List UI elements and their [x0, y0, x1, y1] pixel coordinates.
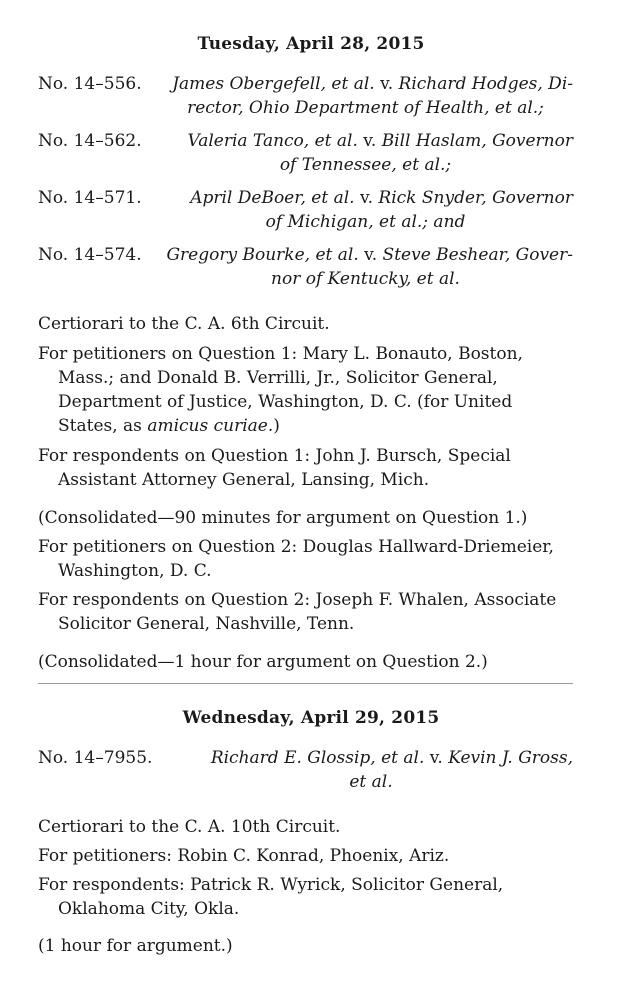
petitioners-paragraph: For petitioners: Robin C. Konrad, Phoenix, Ariz. — [38, 846, 450, 866]
wednesday-heading: Wednesday, April 29, 2015 — [182, 708, 440, 728]
case-caption — [169, 746, 573, 794]
versus: v. — [360, 188, 373, 208]
respondents-q2-paragraph: For respondents on Question 2: Joseph F. Whalen, Associate Solicitor General, Nashville, Tenn. — [38, 590, 557, 634]
petitioner-name: James Obergefell, et al. — [172, 74, 375, 94]
case-caption — [158, 186, 573, 234]
case-caption — [158, 129, 573, 177]
case-number: No. 14–574. — [38, 245, 142, 265]
consolidated-q1-note: (Consolidated—90 minutes for argument on Question 1.) — [38, 508, 528, 528]
case-entry — [38, 243, 573, 293]
case-number: No. 14–556. — [38, 74, 142, 94]
respondent-name: Rick Snyder, Governor — [378, 188, 573, 208]
petitioner-name: April DeBoer, et al. — [190, 188, 355, 208]
closing-paren: ) — [273, 416, 280, 436]
tuesday-heading: Tuesday, April 28, 2015 — [197, 34, 425, 54]
petitioner-name: Richard E. Glossip, et al. — [210, 748, 425, 768]
respondent-name: Richard Hodges, Di- — [398, 74, 573, 94]
respondents-q1-paragraph: For respondents on Question 1: John J. Bursch, Special Assistant Attorney General, Lansing, Mich. — [38, 446, 511, 490]
petitioners-q1-paragraph — [38, 342, 573, 438]
case-number: No. 14–7955. — [38, 748, 153, 768]
respondent-name: Bill Haslam, Governor — [381, 131, 573, 151]
caption-continuation: nor of Kentucky, et al. — [271, 269, 460, 289]
case-entry — [38, 72, 573, 122]
versus: v. — [364, 245, 378, 265]
respondent-name: Steve Beshear, Gover- — [382, 245, 573, 265]
petitioner-name: Valeria Tanco, et al. — [187, 131, 358, 151]
case-caption — [158, 72, 573, 120]
case-number: No. 14–571. — [38, 188, 142, 208]
case-entry — [38, 186, 573, 236]
section-divider — [38, 683, 573, 684]
caption-continuation: et al. — [349, 772, 393, 792]
case-caption — [158, 243, 573, 291]
petitioners-q2-paragraph: For petitioners on Question 2: Douglas Hallward-Driemeier, Washington, D. C. — [38, 537, 554, 581]
certiorari-line: Certiorari to the C. A. 10th Circuit. — [38, 817, 341, 837]
caption-continuation: of Tennessee, et al.; — [279, 155, 452, 175]
amicus-curiae-text: amicus curiae. — [147, 416, 274, 436]
respondents-paragraph: For respondents: Patrick R. Wyrick, Solicitor General, Oklahoma City, Okla. — [38, 875, 504, 919]
case-entry — [38, 746, 573, 796]
case-number: No. 14–562. — [38, 131, 142, 151]
case-entry — [38, 129, 573, 179]
petitioner-name: Gregory Bourke, et al. — [166, 245, 359, 265]
caption-continuation: of Michigan, et al.; and — [265, 212, 466, 232]
argument-time-note: (1 hour for argument.) — [38, 936, 233, 956]
versus: v. — [429, 748, 443, 768]
consolidated-q2-note: (Consolidated—1 hour for argument on Question 2.) — [38, 652, 488, 672]
certiorari-line: Certiorari to the C. A. 6th Circuit. — [38, 314, 330, 334]
caption-continuation: rector, Ohio Department of Health, et al.; — [187, 98, 544, 118]
versus: v. — [363, 131, 377, 151]
petitioners-q1-text: For petitioners on Question 1: Mary L. Bonauto, Boston, Mass.; and Donald B. Verrilli, Jr., Solicitor General, Department of Justice, Washington, D. C. (for United States, as — [38, 344, 523, 436]
versus: v. — [380, 74, 394, 94]
respondent-name: Kevin J. Gross, — [448, 748, 573, 768]
